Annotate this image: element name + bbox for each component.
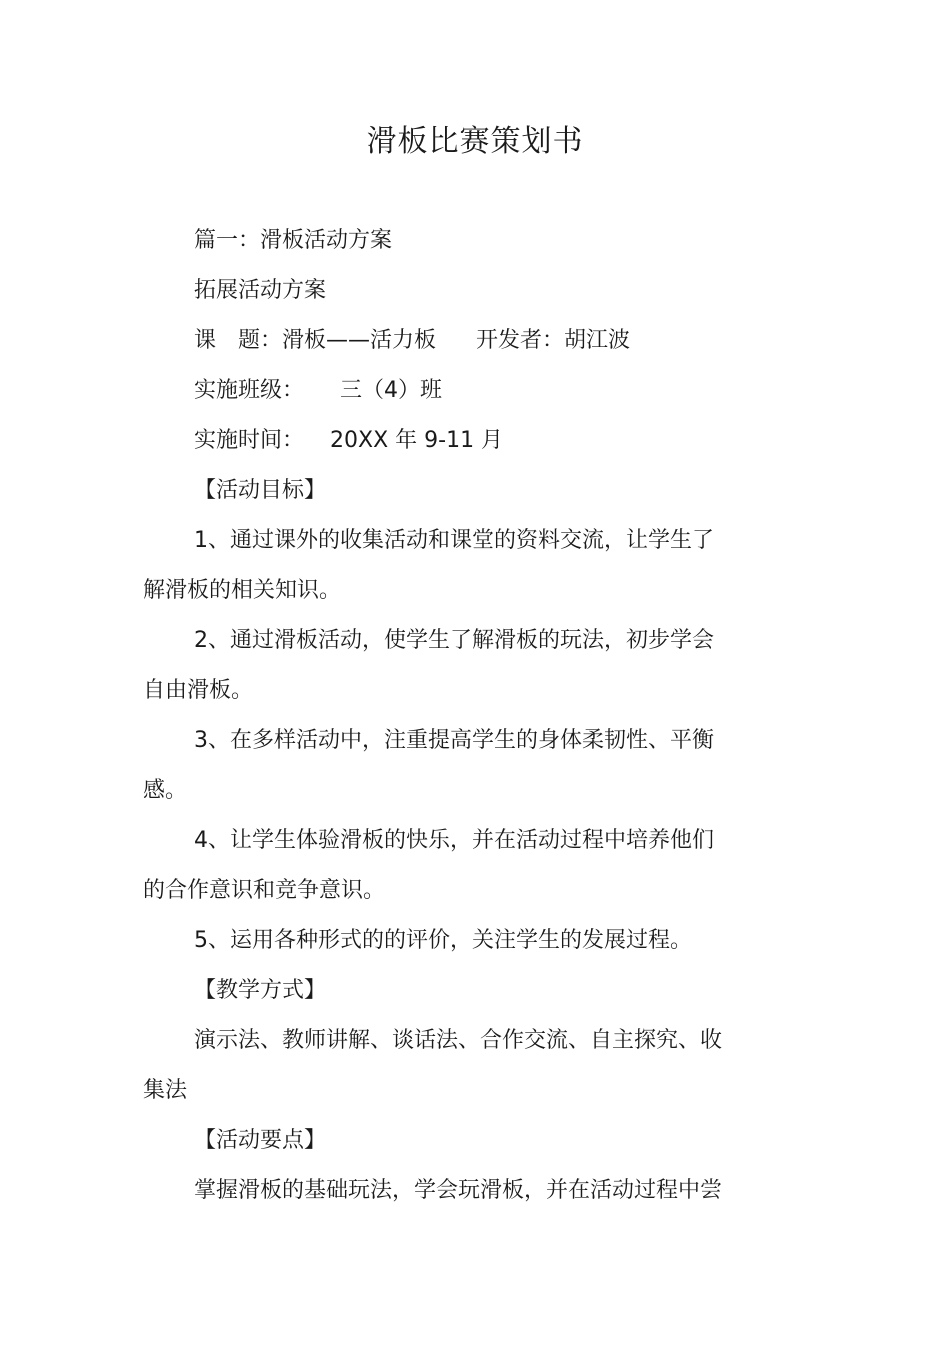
class-value: 三（4）班 bbox=[340, 378, 443, 403]
goal-4-line-2: 的合作意识和竞争意识。 bbox=[143, 878, 386, 903]
goal-1-line-1: 1、通过课外的收集活动和课堂的资料交流，让学生了 bbox=[194, 528, 714, 553]
goal-2-line-1: 2、通过滑板活动，使学生了解滑板的玩法，初步学会 bbox=[194, 628, 714, 653]
class-label: 实施班级： bbox=[194, 378, 305, 403]
goal-1-line-2: 解滑板的相关知识。 bbox=[143, 578, 342, 603]
methods-heading: 【教学方式】 bbox=[194, 978, 327, 1003]
topic-label: 课 题： bbox=[194, 328, 283, 353]
methods-line-1: 演示法、教师讲解、谈话法、合作交流、自主探究、收 bbox=[194, 1028, 723, 1053]
developer-label: 开发者： bbox=[476, 328, 565, 353]
time-row bbox=[194, 426, 503, 456]
time-value: 20XX 年 9-11 月 bbox=[330, 428, 504, 453]
class-row bbox=[194, 376, 442, 406]
topic-row bbox=[194, 326, 630, 356]
methods-line-2: 集法 bbox=[143, 1078, 188, 1103]
keypoints-line-1: 掌握滑板的基础玩法，学会玩滑板，并在活动过程中尝 bbox=[194, 1178, 723, 1203]
subtitle: 拓展活动方案 bbox=[194, 278, 327, 303]
time-label: 实施时间： bbox=[194, 428, 305, 453]
section-heading: 篇一：滑板活动方案 bbox=[194, 228, 393, 253]
topic-value: 滑板——活力板 bbox=[282, 328, 437, 353]
goal-4-line-1: 4、让学生体验滑板的快乐，并在活动过程中培养他们 bbox=[194, 828, 714, 853]
keypoints-heading: 【活动要点】 bbox=[194, 1128, 327, 1153]
goal-3-line-1: 3、在多样活动中，注重提高学生的身体柔韧性、平衡 bbox=[194, 728, 714, 753]
goal-2-line-2: 自由滑板。 bbox=[143, 678, 254, 703]
goals-heading: 【活动目标】 bbox=[194, 478, 327, 503]
document-title: 滑板比赛策划书 bbox=[366, 124, 584, 159]
goal-3-line-2: 感。 bbox=[143, 778, 188, 803]
goal-5-line-1: 5、运用各种形式的的评价，关注学生的发展过程。 bbox=[194, 928, 692, 953]
developer-value: 胡江波 bbox=[564, 328, 631, 353]
